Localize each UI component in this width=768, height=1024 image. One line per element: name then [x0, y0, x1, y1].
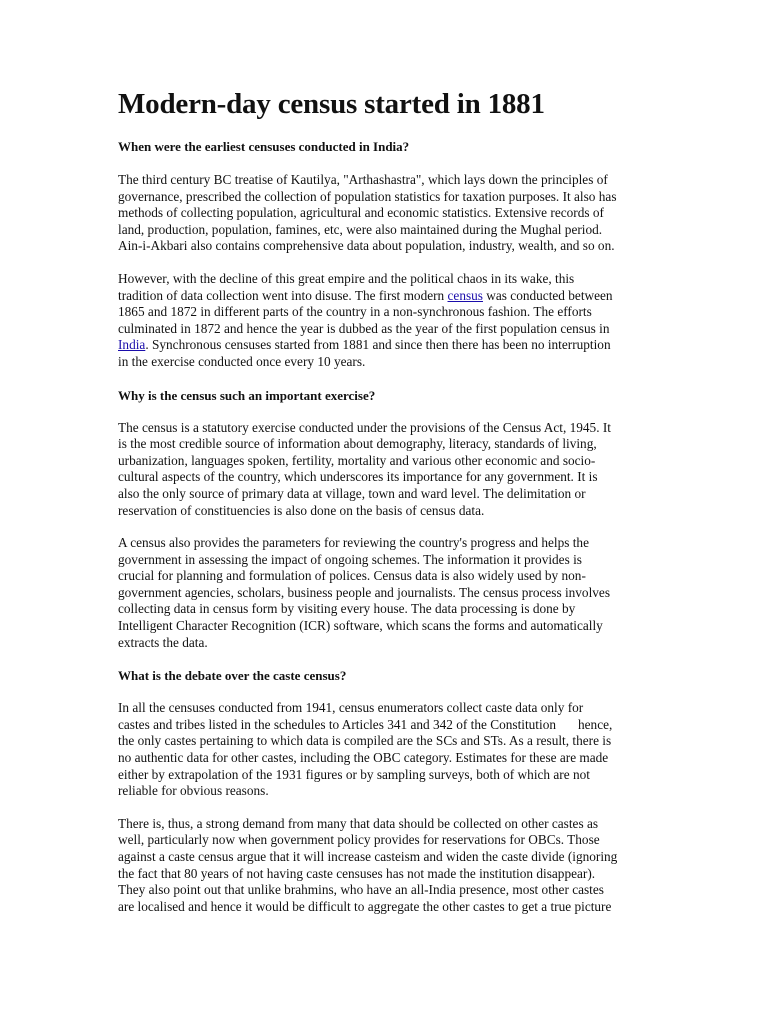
paragraph-line: are localised and hence it would be difficult to aggregate the other castes to get a true picture — [118, 898, 612, 914]
paragraph-text: . Synchronous censuses started from 1881 and since then there has been no interruption — [145, 337, 611, 353]
paragraph-text: castes and tribes listed in the schedules to Articles 341 and 342 of the Constitution — [118, 716, 556, 732]
paragraph-line: However, with the decline of this great empire and the political chaos in its wake, this — [118, 270, 575, 286]
paragraph-line: cultural aspects of the country, which underscores its importance for any government. It is — [118, 469, 598, 485]
paragraph-line: also the only source of primary data at village, town and ward level. The delimitation or — [118, 485, 586, 501]
paragraph-line: The census is a statutory exercise conducted under the provisions of the Census Act, 1945. It — [118, 419, 611, 435]
question-census-importance: Why is the census such an important exercise? — [118, 387, 376, 403]
paragraph-line: the fact that 80 years of not having caste censuses has not made the institution disappear). — [118, 865, 596, 881]
paragraph-line: In all the censuses conducted from 1941, census enumerators collect caste data only for — [118, 700, 584, 716]
paragraph-line — [118, 717, 646, 734]
paragraph-line: against a caste census argue that it will increase casteism and widen the caste divide (ignoring — [118, 849, 618, 864]
paragraph-line: The third century BC treatise of Kautilya, "Arthashastra", which lays down the principles of — [118, 172, 608, 187]
india-link[interactable]: India — [118, 337, 146, 353]
paragraph-text: hence, — [578, 716, 613, 732]
paragraph-line: collecting data in census form by visiting every house. The data processing is done by — [118, 601, 576, 617]
paragraph-line: land, production, population, famines, etc, were also maintained during the Mughal period. — [118, 221, 603, 237]
paragraph-line: urbanization, languages spoken, fertility, mortality and various other economic and socio- — [118, 452, 596, 468]
paragraph-line — [118, 288, 646, 305]
paragraph-caste-data — [118, 700, 646, 800]
paragraph-line: methods of collecting population, agricultural and economic statistics. Extensive records of — [118, 205, 604, 221]
paragraph-line: in the exercise conducted once every 10 years. — [118, 353, 366, 369]
article — [118, 86, 646, 915]
paragraph-line: extracts the data. — [118, 634, 208, 650]
paragraph-line: There is, thus, a strong demand from many that data should be collected on other castes as — [118, 815, 599, 831]
paragraph-line: A census also provides the parameters for reviewing the country's progress and helps the — [118, 535, 589, 551]
paragraph-text: tradition of data collection went into disuse. The first modern — [118, 287, 448, 303]
paragraph-line: culminated in 1872 and hence the year is dubbed as the year of the first population census in — [118, 320, 610, 336]
paragraph-line: governance, prescribed the collection of population statistics for taxation purposes. It also has — [118, 188, 617, 204]
paragraph-first-modern-census — [118, 271, 646, 371]
paragraph-line: 1865 and 1872 in different parts of the country in a non-synchronous fashion. The efforts — [118, 304, 592, 320]
paragraph-line: government in assessing the impact of ongoing schemes. The information it provides is — [118, 551, 582, 567]
paragraph-line: reliable for obvious reasons. — [118, 783, 269, 799]
paragraph-history — [118, 172, 646, 255]
paragraph-census-parameters — [118, 535, 646, 651]
paragraph-line: reservation of constituencies is also done on the basis of census data. — [118, 502, 485, 518]
paragraph-line: government agencies, scholars, business people and journalists. The census process involves — [118, 584, 610, 600]
paragraph-line: They also point out that unlike brahmins, who have an all-India presence, most other castes — [118, 882, 604, 898]
paragraph-line: the only castes pertaining to which data is compiled are the SCs and STs. As a result, there is — [118, 733, 612, 749]
paragraph-line: no authentic data for other castes, including the OBC category. Estimates for these are made — [118, 750, 609, 766]
question-caste-census-debate: What is the debate over the caste census? — [118, 668, 347, 684]
paragraph-line: Ain-i-Akbari also contains comprehensive data about population, industry, wealth, and so on. — [118, 238, 615, 254]
paragraph-line: either by extrapolation of the 1931 figures or by sampling surveys, both of which are not — [118, 766, 590, 782]
census-link[interactable]: census — [447, 287, 483, 303]
paragraph-text: was conducted between — [482, 287, 613, 303]
paragraph-caste-demand — [118, 816, 646, 916]
paragraph-line — [118, 337, 646, 354]
paragraph-statutory-exercise — [118, 420, 646, 520]
paragraph-line: well, particularly now when government policy provides for reservations for OBCs. Those — [118, 832, 600, 848]
question-earliest-censuses: When were the earliest censuses conducted in India? — [118, 139, 410, 154]
article-title: Modern-day census started in 1881 — [118, 88, 545, 120]
paragraph-line: crucial for planning and formulation of polices. Census data is also widely used by non- — [118, 568, 586, 584]
paragraph-line: Intelligent Character Recognition (ICR) software, which scans the forms and automatically — [118, 618, 603, 634]
paragraph-line: is the most credible source of information about demography, literacy, standards of living, — [118, 436, 597, 452]
